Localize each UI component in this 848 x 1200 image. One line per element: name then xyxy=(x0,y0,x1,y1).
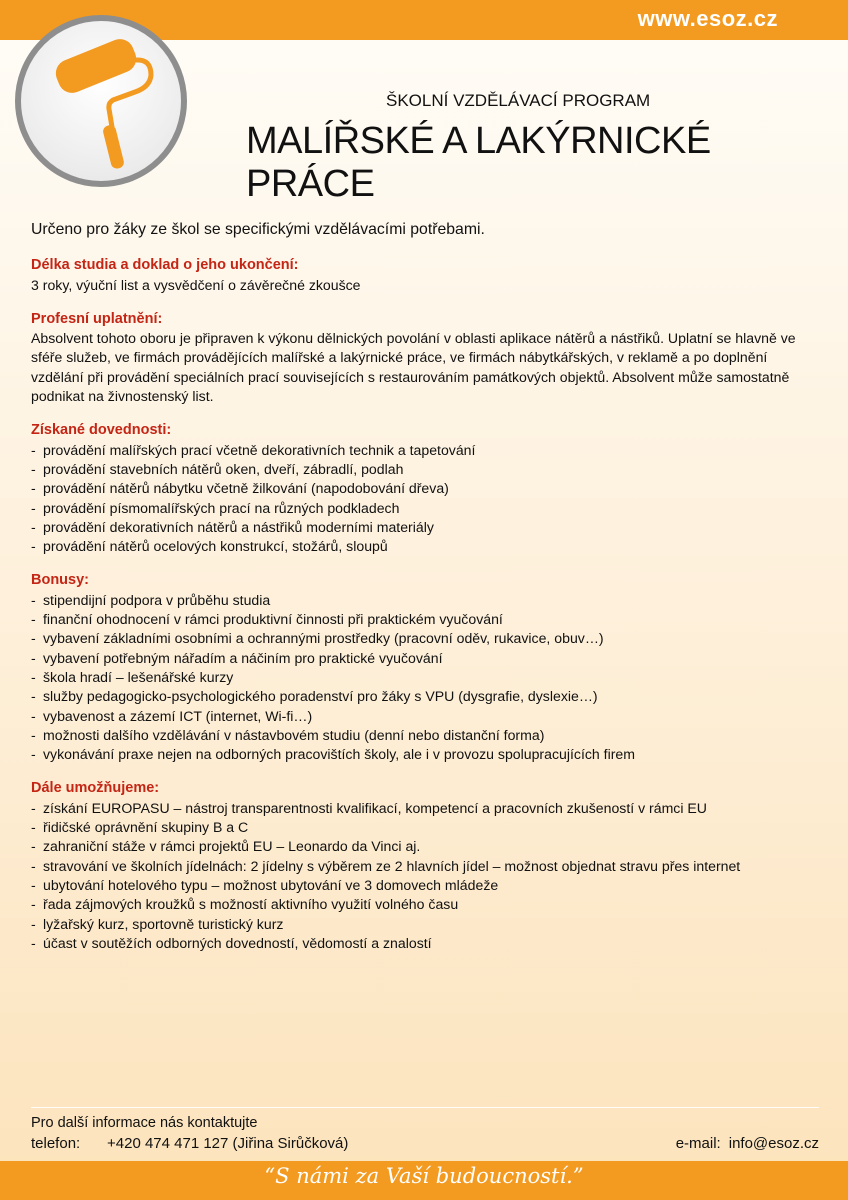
section-title: Dále umožňujeme: xyxy=(31,780,160,797)
website-url[interactable]: www.esoz.cz xyxy=(637,6,778,31)
email-link[interactable]: info@esoz.cz xyxy=(728,1135,819,1152)
slogan: “S námi za Vaší budoucností.” xyxy=(264,1164,584,1188)
list-item: - řidičské oprávnění skupiny B a C xyxy=(31,818,821,837)
list-item: - provádění stavebních nátěrů oken, dveří, zábradlí, podlah xyxy=(31,460,821,479)
list-item: - stravování ve školních jídelnách: 2 jídelny s výběrem ze 2 hlavních jídel – možnost objednat stravu přes internet xyxy=(31,857,821,876)
section-career xyxy=(31,310,821,406)
section-title: Získané dovednosti: xyxy=(31,422,172,439)
intro-text: Určeno pro žáky ze škol se specifickými vzdělávacími potřebami. xyxy=(31,221,485,238)
extras-list xyxy=(31,799,821,953)
list-item: - zahraniční stáže v rámci projektů EU – Leonardo da Vinci aj. xyxy=(31,837,821,856)
list-item: - získání EUROPASU – nástroj transparentnosti kvalifikací, kompetencí a pracovních zkušeností v rámci EU xyxy=(31,799,821,818)
main-content xyxy=(31,220,821,968)
section-title: Profesní uplatnění: xyxy=(31,310,163,327)
phone-value[interactable]: +420 474 471 127 (Jiřina Sirůčková) xyxy=(107,1135,349,1152)
section-title: Bonusy: xyxy=(31,572,89,589)
contact-label: Pro další informace nás kontaktujte xyxy=(31,1115,258,1131)
paint-roller-icon xyxy=(15,15,187,187)
list-item: - stipendijní podpora v průběhu studia xyxy=(31,591,821,610)
list-item: - účast v soutěžích odborných dovedností, vědomostí a znalostí xyxy=(31,934,821,953)
section-title: Délka studia a doklad o jeho ukončení: xyxy=(31,257,299,274)
list-item: - vybavení potřebným nářadím a náčiním pro praktické vyučování xyxy=(31,649,821,668)
list-item: - provádění písmomalířských prací na různých podkladech xyxy=(31,499,821,518)
email-contact xyxy=(676,1135,819,1152)
list-item: - ubytování hotelového typu – možnost ubytování ve 3 domovech mládeže xyxy=(31,876,821,895)
section-duration xyxy=(31,256,821,295)
section-text: Absolvent tohoto oboru je připraven k výkonu dělnických povolání v oblasti aplikace nátěrů a nástřiků. Uplatní se hlavně ve sféře služeb, ve firmách provádějících malířské a lakýrnické práce, ve firmách nábytkářských, v reklamě a po doplnění vzdělání při provádění speciálních prací souvisejících s restaurováním památkových objektů. Absolvent může samostatně podnikat na živnostenský list. xyxy=(31,330,796,405)
list-item: - škola hradí – lešenářské kurzy xyxy=(31,668,821,687)
list-item: - provádění nátěrů nábytku včetně žilkování (napodobování dřeva) xyxy=(31,479,821,498)
section-bonuses xyxy=(31,571,821,764)
email-label: e-mail: xyxy=(675,1135,721,1152)
list-item: - vykonávání praxe nejen na odborných pracovištích školy, ale i v provozu spolupracujících firem xyxy=(31,745,821,764)
list-item: - lyžařský kurz, sportovně turistický kurz xyxy=(31,915,821,934)
list-item: - provádění nátěrů ocelových konstrukcí, stožárů, sloupů xyxy=(31,537,821,556)
page-title: MALÍŘSKÉ A LAKÝRNICKÉ PRÁCE xyxy=(246,120,711,205)
list-item: - možnosti dalšího vzdělávání v nástavbovém studiu (denní nebo distanční forma) xyxy=(31,726,821,745)
list-item: - provádění malířských prací včetně dekorativních technik a tapetování xyxy=(31,441,821,460)
footer-divider xyxy=(31,1107,819,1108)
section-extras xyxy=(31,779,821,953)
list-item: - provádění dekorativních nátěrů a nástřiků moderními materiály xyxy=(31,518,821,537)
phone-contact xyxy=(31,1135,348,1152)
list-item: - vybavení základními osobními a ochrannými prostředky (pracovní oděv, rukavice, obuv…) xyxy=(31,629,821,648)
list-item: - vybavenost a zázemí ICT (internet, Wi-fi…) xyxy=(31,707,821,726)
program-subtitle: ŠKOLNÍ VZDĚLÁVACÍ PROGRAM xyxy=(386,91,651,110)
section-text: 3 roky, výuční list a vysvědčení o závěrečné zkoušce xyxy=(31,276,361,293)
phone-label: telefon: xyxy=(31,1135,81,1152)
list-item: - služby pedagogicko-psychologického poradenství pro žáky s VPU (dysgrafie, dyslexie…) xyxy=(31,687,821,706)
bonuses-list xyxy=(31,591,821,765)
list-item: - řada zájmových kroužků s možností aktivního využití volného času xyxy=(31,895,821,914)
skills-list xyxy=(31,441,821,557)
list-item: - finanční ohodnocení v rámci produktivní činnosti při praktickém vyučování xyxy=(31,610,821,629)
section-skills xyxy=(31,421,821,556)
